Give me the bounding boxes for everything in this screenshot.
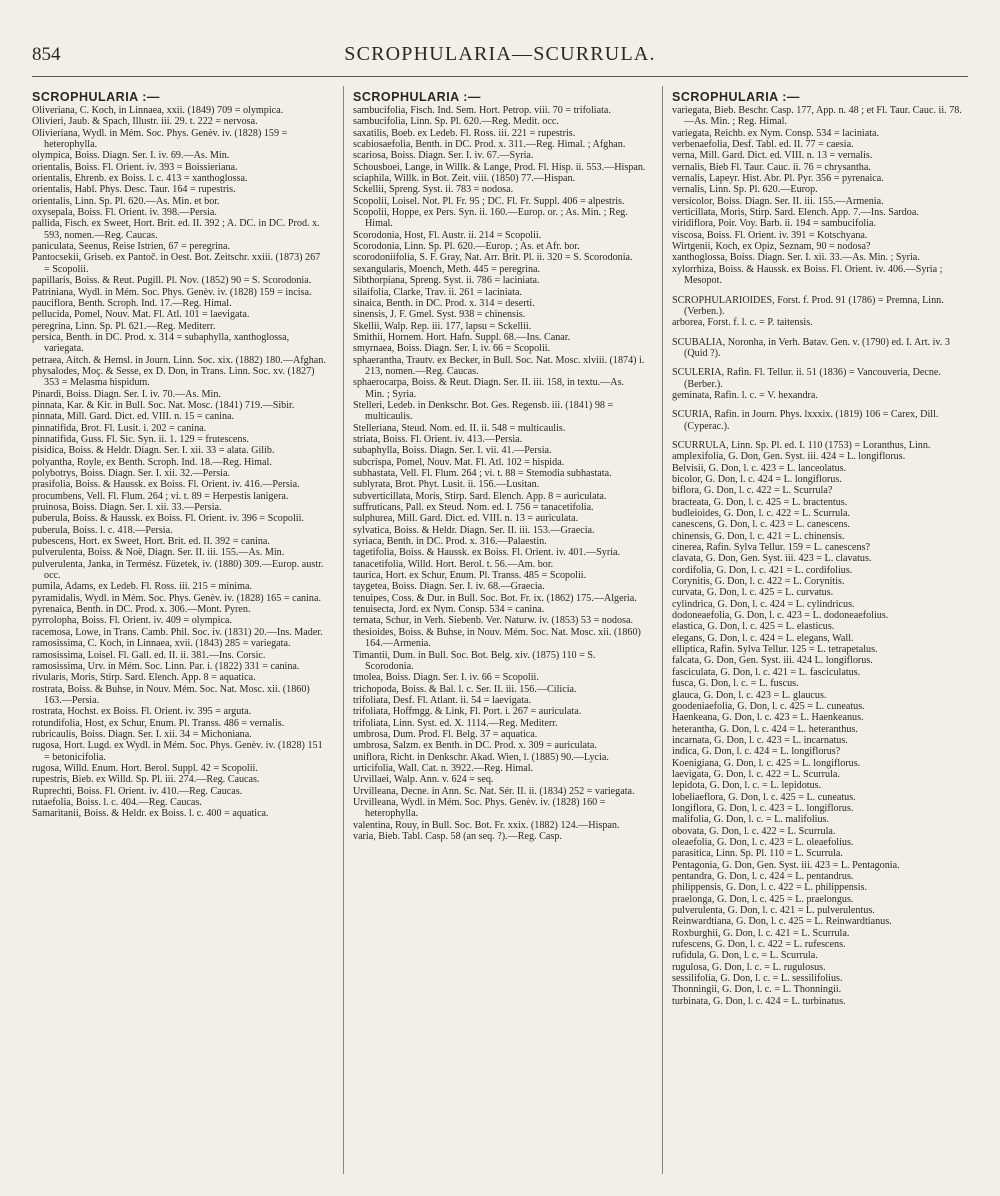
index-entry: pinnata, Kar. & Kir. in Bull. Soc. Nat. Mosc. (1841) 719.—Sibir. [32,399,295,411]
index-entry: ramosissima, Loisel. Fl. Gall. ed. II. ii. 381.—Ins. Corsic. [32,649,266,661]
index-entry: rugosa, Willd. Enum. Hort. Berol. Suppl. 42 = Scopolii. [32,762,258,774]
index-entry: cordifolia, G. Don, l. c. 421 = L. cordifolius. [672,564,853,576]
index-entry: elegans, G. Don, l. c. 424 = L. elegans, Wall. [672,632,854,644]
index-entry: orientalis, Boiss. Fl. Orient. iv. 393 = Boissieriana. [32,161,238,173]
index-entry: pyrrolopha, Boiss. Fl. Orient. iv. 409 = olympica. [32,615,232,627]
index-entry: Skellii, Walp. Rep. iii. 177, lapsu = Sckellii. [353,320,532,332]
index-entry: canescens, G. Don, l. c. 423 = L. canescens. [672,519,851,531]
index-entry: rupestris, Bieb. ex Willd. Sp. Pl. iii. 274.—Reg. Caucas. [32,774,260,786]
index-entry: clavata, G. Don, Gen. Syst. iii. 423 = L. clavatus. [672,553,872,565]
index-entry: Urvillaei, Walp. Ann. v. 624 = seq. [353,774,494,786]
index-entry: Belvisii, G. Don, l. c. 423 = L. lanceolatus. [672,462,847,474]
index-entry: verbenaefolia, Desf. Tabl. ed. II. 77 = caesia. [672,139,854,151]
index-entry: pulverulenta, Boiss. & Noë, Diagn. Ser. II. iii. 155.—As. Min. [32,547,285,559]
index-entry: taygetea, Boiss. Diagn. Ser. I. iv. 68.—Graecia. [353,581,545,593]
index-entry: pisidica, Boiss. & Heldr. Diagn. Ser. I. xii. 33 = alata. Gilib. [32,445,275,457]
index-entry: incarnata, G. Don, l. c. 423 = L. incarnatus. [672,734,848,746]
index-entry: turbinata, G. Don, l. c. 424 = L. turbinatus. [672,995,846,1007]
index-entry: SCUBALIA, Noronha, in Verh. Batav. Gen. v. (1790) ed. I. Art. iv. 3 (Quid ?). [672,336,950,359]
header-rule [32,76,968,77]
index-entry: falcata, G. Don, Gen. Syst. iii. 424 L. longiflorus. [672,655,873,667]
index-entry: Pantocsekii, Griseb. ex Pantoč. in Oest. Bot. Zeitschr. xxiii. (1873) 267 = Scopolii. [32,252,321,275]
index-entry: rostrata, Boiss. & Buhse, in Nouv. Mém. Soc. Nat. Mosc. xii. (1860) 163.—Persia. [32,683,310,706]
column-heading: SCROPHULARIA :— [32,90,160,104]
index-entry: dodoneaefolia, G. Don, l. c. 423 = L. dodoneaefolius. [672,610,889,622]
index-entry: pallida, Fisch. ex Sweet, Hort. Brit. ed. II. 392 ; A. DC. in DC. Prod. x. 593, nomen.—Reg. Caucas. [32,218,320,241]
index-entry: xylorrhiza, Boiss. & Haussk. ex Boiss. Fl. Orient. iv. 406.—Syria ; Mesopot. [672,263,943,287]
index-entry: tmolea, Boiss. Diagn. Ser. I. iv. 66 = Scopolii. [353,672,539,684]
index-entry: pinnatifida, Brot. Fl. Lusit. i. 202 = canina. [32,422,207,434]
index-entry: Scopolii, Hoppe, ex Pers. Syn. ii. 160.—Europ. or. ; As. Min. ; Reg. Himal. [353,207,628,230]
index-entry: rivularis, Moris, Stirp. Sard. Elench. App. 8 = aquatica. [32,672,256,684]
index-entry: rufescens, G. Don, l. c. 422 = L. rufescens. [672,939,846,951]
index-entry: Patriniana, Wydl. in Mém. Soc. Phys. Genèv. iv. (1828) 159 = incisa. [32,286,312,298]
index-entry: heterantha, G. Don, l. c. 424 = L. heteranthus. [672,723,858,735]
index-entry: parasitica, Linn. Sp. Pl. 110 = L. Scurrula. [672,848,843,860]
index-entry: SCURRULA, Linn. Sp. Pl. ed. I. 110 (1753) = Loranthus, Linn. [672,439,931,451]
index-entry: Urvilleana, Decne. in Ann. Sc. Nat. Sér. II. ii. (1834) 252 = variegata. [353,785,635,797]
index-entry: sexangularis, Moench, Meth. 445 = peregrina. [353,263,541,275]
index-entry: Smithii, Hornem. Hort. Hafn. Suppl. 68.—Ins. Canar. [353,331,571,343]
index-entry: Wirtgenii, Koch, ex Opiz, Seznam, 90 = nodosa? [672,241,871,253]
index-entry: sambucifolia, Linn. Sp. Pl. 620.—Reg. Medit. occ. [353,116,559,128]
index-entry: elliptica, Rafin. Sylva Tellur. 125 = L. tetrapetalus. [672,644,878,656]
column-1 [32,84,328,1174]
index-entry: indica, G. Don, l. c. 424 = L. longiflorus? [672,746,841,758]
index-entry: sinensis, J. F. Gmel. Syst. 938 = chinensis. [353,309,526,321]
index-entry: Timantii, Dum. in Bull. Soc. Bot. Belg. xiv. (1875) 110 = S. Scorodonia. [353,649,596,672]
index-entry: petraea, Aitch. & Hemsl. in Journ. Linn. Soc. xix. (1882) 180.—Afghan. [32,354,326,366]
index-entry: sciaphila, Willk. in Bot. Zeit. viii. (1850) 77.—Hispan. [353,173,576,185]
index-entry: elastica, G. Don, l. c. 425 = L. elasticus. [672,621,835,633]
index-entry: vernalis, Linn. Sp. Pl. 620.—Europ. [672,184,818,196]
index-entry: rufidula, G. Don, l. c. = L. Scurrula. [672,950,818,962]
index-entry: puberula, Boiss. l. c. 418.—Persia. [32,524,173,536]
index-entry: philippensis, G. Don, l. c. 422 = L. philippensis. [672,882,867,894]
index-entry: trifoliata, Desf. Fl. Atlant. ii. 54 = laevigata. [353,694,532,706]
index-entry: Urvilleana, Wydl. in Mém. Soc. Phys. Genèv. iv. (1828) 160 = heterophylla. [353,796,606,820]
index-entry: variegata, Reichb. ex Nym. Consp. 534 = laciniata. [672,127,880,139]
index-entry: Roxburghii, G. Don, l. c. 421 = L. Scurrula. [672,927,850,939]
index-entry: Pinardi, Boiss. Diagn. Ser. I. iv. 70.—As. Min. [32,388,221,400]
index-entry: sambucifolia, Fisch. Ind. Sem. Hort. Petrop. viii. 70 = trifoliata. [353,105,611,116]
index-entry: pulverulenta, G. Don, l. c. 421 = L. pulverulentus. [672,905,875,917]
index-entry: sulphurea, Mill. Gard. Dict. ed. VIII. n. 13 = auriculata. [353,513,579,525]
index-entry: cylindrica, G. Don, l. c. 424 = L. cylindricus. [672,598,855,610]
index-entry: valentina, Rouy, in Bull. Soc. Bot. Fr. xxix. (1882) 124.—Hispan. [353,819,620,831]
index-entry: silaifolia, Clarke, Trav. ii. 261 = laciniata. [353,286,522,298]
index-entry: bicolor, G. Don, l. c. 424 = L. longiflorus. [672,473,842,485]
index-entry: pumila, Adams, ex Ledeb. Fl. Ross. iii. 215 = minima. [32,581,253,593]
index-entry: bracteata, G. Don, l. c. 425 = L. bractentus. [672,496,848,508]
index-entry: orientalis, Linn. Sp. Pl. 620.—As. Min. et bor. [32,195,220,207]
index-entry: Schousboei, Lange, in Willk. & Lange, Prod. Fl. Hisp. ii. 553.—Hispan. [353,161,646,173]
index-entry: umbrosa, Dum. Prod. Fl. Belg. 37 = aquatica. [353,728,538,740]
index-entry: urticifolia, Wall. Cat. n. 3922.—Reg. Himal. [353,762,534,774]
index-entry: puberula, Boiss. & Haussk. ex Boiss. Fl. Orient. iv. 396 = Scopolii. [32,513,304,525]
index-entry: striata, Boiss. Fl. Orient. iv. 413.—Persia. [353,433,523,445]
running-title: SCROPHULARIA—SCURRULA. [344,43,656,65]
index-entry: Samaritanii, Boiss. & Heldr. ex Boiss. l. c. 400 = aquatica. [32,808,269,820]
index-entry: scorodoniifolia, S. F. Gray, Nat. Arr. Brit. Pl. ii. 320 = S. Scorodonia. [353,252,633,264]
index-entry: Sckellii, Spreng. Syst. ii. 783 = nodosa. [353,184,514,196]
index-entry: peregrina, Linn. Sp. Pl. 621.—Reg. Mediterr. [32,320,216,332]
index-entry: xanthoglossa, Boiss. Diagn. Ser. I. xii. 33.—As. Min. ; Syria. [672,252,920,264]
index-entry: biflora, G. Don, l. c. 422 = L. Scurrula? [672,485,833,497]
index-entry: amplexifolia, G. Don, Gen. Syst. iii. 424 = L. longiflorus. [672,451,906,463]
index-entry: Stelleri, Ledeb. in Denkschr. Bot. Ges. Regensb. iii. (1841) 98 = multicaulis. [353,399,614,423]
column-heading: SCROPHULARIA :— [353,90,481,104]
index-entry: procumbens, Vell. Fl. Flum. 264 ; vi. t. 89 = Herpestis lanigera. [32,490,289,502]
index-entry: Scorodonia, Host, Fl. Austr. ii. 214 = Scopolii. [353,229,542,241]
index-entry: SCULERIA, Rafin. Fl. Tellur. ii. 51 (1836) = Vancouveria, Decne. (Berber.). [672,367,941,390]
index-entry: paniculata, Seenus, Reise Istrien, 67 = peregrina. [32,241,231,253]
index-entry: cinerea, Rafin. Sylva Tellur. 159 = L. canescens? [672,542,870,554]
index-entry: trifoliata, Hoffmgg. & Link, Fl. Port. i. 267 = auriculata. [353,706,582,718]
index-entry: pinnata, Mill. Gard. Dict. ed. VIII. n. 15 = canina. [32,411,235,423]
index-entry: Pentagonia, G. Don, Gen. Syst. iii. 423 = L. Pentagonia. [672,859,900,871]
index-entry: pyrenaica, Benth. in DC. Prod. x. 306.—Mont. Pyren. [32,604,251,616]
index-entry: pulverulenta, Janka, in Termész. Füzetek, iv. (1880) 309.—Europ. austr. occ. [32,558,324,582]
index-entry: sinaica, Benth. in DC. Prod. x. 314 = deserti. [353,297,535,309]
index-entry: tanacetifolia, Willd. Hort. Berol. t. 56.—Am. bor. [353,558,554,570]
index-entry: rostrata, Hochst. ex Boiss. Fl. Orient. iv. 395 = arguta. [32,706,252,718]
column-heading: SCROPHULARIA :— [672,90,800,104]
index-entry: Stelleriana, Steud. Nom. ed. II. ii. 548 = multicaulis. [353,422,566,434]
index-entry: Olivieri, Jaub. & Spach, Illustr. iii. 29. t. 222 = nervosa. [32,116,258,128]
index-entry: uniflora, Richt. in Denkschr. Akad. Wien, l. (1885) 90.—Lycia. [353,751,609,763]
page-number: 854 [32,44,61,65]
index-entry: fasciculata, G. Don, l. c. 421 = L. fasciculatus. [672,666,861,678]
column-2 [353,84,646,1174]
index-entry: Scopolii, Loisel. Not. Pl. Fr. 95 ; DC. Fl. Fr. Suppl. 406 = alpestris. [353,195,625,207]
index-entry: rubricaulis, Boiss. Diagn. Ser. I. xii. 34 = Michoniana. [32,728,252,740]
index-entry: Reinwardtiana, G. Don, l. c. 425 = L. Reinwardtianus. [672,916,892,928]
index-entry: fusca, G. Don, l. c. = L. fuscus. [672,678,799,690]
index-entry: arborea, Forst. f. l. c. = P. taitensis. [672,317,813,329]
index-entry: papillaris, Boiss. & Reut. Pugill. Pl. Nov. (1852) 90 = S. Scorodonia. [32,275,312,287]
index-entry: Scorodonia, Linn. Sp. Pl. 620.—Europ. ; As. et Afr. bor. [353,241,580,253]
index-entry: racemosa, Lowe, in Trans. Camb. Phil. Soc. iv. (1831) 20.—Ins. Mader. [32,626,323,638]
index-entry: prasifolia, Boiss. & Haussk. ex Boiss. Fl. Orient. iv. 416.—Persia. [32,479,300,491]
index-entry: pubescens, Hort. ex Sweet, Hort. Brit. ed. II. 392 = canina. [32,536,270,548]
index-entry: varia, Bieb. Tabl. Casp. 58 (an seq. ?).—Reg. Casp. [353,831,562,842]
index-entry: smyrnaea, Boiss. Diagn. Ser. I. iv. 66 = Scopolii. [353,343,551,355]
index-entry: oleaefolia, G. Don, l. c. 423 = L. oleaefolius. [672,836,854,848]
page-header [32,38,968,78]
index-entry: subcrispa, Pomel, Nouv. Mat. Fl. Atl. 102 = hispida. [353,456,565,468]
index-entry: Corynitis, G. Don, l. c. 422 = L. Corynitis. [672,576,845,588]
index-entry: pauciflora, Benth. Scroph. Ind. 17.—Reg. Himal. [32,297,232,309]
index-entry: ramosissima, C. Koch, in Linnaea, xvii. (1843) 285 = variegata. [32,638,291,650]
index-entry: scariosa, Boiss. Diagn. Ser. I. iv. 67.—Syria. [353,150,534,162]
index-entry: viscosa, Boiss. Fl. Orient. iv. 391 = Kotschyana. [672,229,868,241]
index-entry: curvata, G. Don, l. c. 425 = L. curvatus. [672,587,834,599]
index-entry: Koenigiana, G. Don, l. c. 425 = L. longiflorus. [672,757,861,769]
index-entry: oxysepala, Boiss. Fl. Orient. iv. 398.—Persia. [32,207,217,219]
index-entry: olympica, Boiss. Diagn. Ser. I. iv. 69.—As. Min. [32,150,230,162]
index-entry: pinnatifida, Guss. Fl. Sic. Syn. ii. 1. 129 = frutescens. [32,433,249,445]
index-entry: glauca, G. Don, l. c. 423 = L. glaucus. [672,689,827,701]
index-entry: tenuipes, Coss. & Dur. in Bull. Soc. Bot. Fr. ix. (1862) 175.—Algeria. [353,592,637,604]
index-entry: pentandra, G. Don, l. c. 424 = L. pentandrus. [672,871,854,882]
index-entry: SCURIA, Rafin. in Journ. Phys. lxxxix. (1819) 106 = Carex, Dill. (Cyperac.). [672,409,939,432]
index-entry: taurica, Hort. ex Schur, Enum. Pl. Transs. 485 = Scopolii. [353,570,587,582]
index-entry: scabiosaefolia, Benth. in DC. Prod. x. 311.—Reg. Himal. ; Afghan. [353,139,626,151]
index-entry: rotundifolia, Host, ex Schur, Enum. Pl. Transs. 486 = vernalis. [32,717,285,729]
index-entry: syriaca, Benth. in DC. Prod. x. 316.—Palaestin. [353,536,547,548]
index-entry: persica, Benth. in DC. Prod. x. 314 = subaphylla, xanthoglossa, variegata. [32,331,290,355]
index-entry: sylvatica, Boiss. & Heldr. Diagn. Ser. II. iii. 153.—Graecia. [353,524,595,536]
index-entry: subverticillata, Moris, Stirp. Sard. Elench. App. 8 = auriculata. [353,490,607,502]
column-3 [672,84,968,1174]
index-entry: SCROPHULARIOIDES, Forst. f. Prod. 91 (1786) = Premna, Linn. (Verben.). [672,294,944,317]
index-entry: saxatilis, Boeb. ex Ledeb. Fl. Ross. iii. 221 = rupestris. [353,127,576,139]
index-entry: praelonga, G. Don, l. c. 425 = L. praelongus. [672,893,854,905]
index-entry: sphaerocarpa, Boiss. & Reut. Diagn. Ser. II. iii. 158, in textu.—As. Min. ; Syria. [353,377,625,400]
index-entry: lobeliaeflora, G. Don, l. c. 425 = L. cuneatus. [672,791,856,803]
index-entry: polyantha, Royle, ex Benth. Scroph. Ind. 18.—Reg. Himal. [32,456,272,468]
index-entry: subaphylla, Boiss. Diagn. Ser. I. vii. 41.—Persia. [353,445,552,457]
index-entry: vernalis, Lapeyr. Hist. Abr. Pl. Pyr. 356 = pyrenaica. [672,173,884,185]
index-entry: rugulosa, G. Don, l. c. = L. rugulosus. [672,961,826,973]
index-entry: pellucida, Pomel, Nouv. Mat. Fl. Atl. 101 = laevigata. [32,309,250,321]
index-entry: orientalis, Habl. Phys. Desc. Taur. 164 = rupestris. [32,184,236,196]
index-entry: pyramidalis, Wydl. in Mém. Soc. Phys. Genèv. iv. (1828) 165 = canina. [32,592,322,604]
index-entry: verticillata, Moris, Stirp. Sard. Elench. App. 7.—Ins. Sardoa. [672,207,919,219]
columns-container [32,84,968,1174]
index-entry: umbrosa, Salzm. ex Benth. in DC. Prod. x. 309 = auriculata. [353,740,597,752]
index-entry: tenuisecta, Jord. ex Nym. Consp. 534 = canina. [353,604,545,616]
index-entry: trichopoda, Boiss. & Bal. l. c. Ser. II. iii. 156.—Cilicia. [353,683,577,695]
index-entry: versicolor, Boiss. Diagn. Ser. II. iii. 155.—Armenia. [672,195,884,207]
index-entry: orientalis, Ehrenb. ex Boiss. l. c. 413 = xanthoglossa. [32,173,248,185]
index-entry: sphaerantha, Trautv. ex Becker, in Bull. Soc. Nat. Mosc. xlviii. (1874) i. 213, nomen.—Reg. Caucas. [353,354,645,377]
index-entry: malifolia, G. Don, l. c. = L. malifolius. [672,814,829,826]
index-entry: sublyrata, Brot. Phyt. Lusit. ii. 156.—Lusitan. [353,479,540,491]
index-entry: goodeniaefolia, G. Don, l. c. 425 = L. cuneatus. [672,700,865,712]
index-entry: geminata, Rafin. l. c. = V. hexandra. [672,389,818,401]
index-entry: obovata, G. Don, l. c. 422 = L. Scurrula. [672,825,836,837]
index-entry: polybotrys, Boiss. Diagn. Ser. I. xii. 32.—Persia. [32,468,230,479]
index-entry: laevigata, G. Don, l. c. 422 = L. Scurrula. [672,768,840,780]
index-entry: Haenkeana, G. Don, l. c. 423 = L. Haenkeanus. [672,712,864,724]
index-entry: ternata, Schur, in Verh. Siebenb. Ver. Naturw. iv. (1853) 53 = nodosa. [353,615,634,627]
index-entry: pruinosa, Boiss. Diagn. Ser. I. xii. 33.—Persia. [32,502,222,514]
index-entry: rugosa, Hort. Lugd. ex Wydl. in Mém. Soc. Phys. Genèv. iv. (1828) 151 = betonicifolia. [32,740,323,763]
index-entry: Ruprechti, Boiss. Fl. Orient. iv. 410.—Reg. Caucas. [32,785,243,797]
index-entry: rutaefolia, Boiss. l. c. 404.—Reg. Caucas. [32,796,202,808]
index-entry: thesioides, Boiss. & Buhse, in Nouv. Mém. Soc. Nat. Mosc. xii. (1860) 164.—Armenia. [353,626,641,650]
index-entry: viridiflora, Poir. Voy. Barb. ii. 194 = sambucifolia. [672,218,877,230]
index-entry: tagetifolia, Boiss. & Haussk. ex Boiss. Fl. Orient. iv. 401.—Syria. [353,547,621,559]
index-entry: variegata, Bieb. Beschr. Casp. 177, App. n. 48 ; et Fl. Taur. Cauc. ii. 78.—As. Min. ; Reg. Himal. [672,105,962,128]
index-entry: subhastata, Vell. Fl. Flum. 264 ; vi. t. 88 = Stemodia subhastata. [353,468,612,479]
index-entry: Olivieriana, Wydl. in Mém. Soc. Phys. Genèv. iv. (1828) 159 = heterophylla. [32,127,288,151]
index-entry: Thonningii, G. Don, l. c. = L. Thonningii. [672,984,842,996]
index-entry: Oliveriana, C. Koch, in Linnaea, xxii. (1849) 709 = olympica. [32,105,284,116]
index-entry: trifoliata, Linn. Syst. ed. X. 1114.—Reg. Mediterr. [353,717,558,729]
index-entry: suffruticans, Pall. ex Steud. Nom. ed. I. 756 = tanacetifolia. [353,502,594,514]
index-entry: vernalis, Bieb Fl. Taur. Cauc. ii. 76 = chrysantha. [672,161,871,173]
index-entry: sessilifolia, G. Don, l. c. = L. sessilifolius. [672,973,843,985]
index-entry: budleioides, G. Don, l. c. 422 = L. Scurrula. [672,508,851,519]
index-entry: ramosissima, Urv. in Mém. Soc. Linn. Par. i. (1822) 331 = canina. [32,660,300,672]
index-entry: physalodes, Moç. & Sesse, ex D. Don, in Trans. Linn. Soc. xv. (1827) 353 = Melasma hispidum. [32,365,315,389]
index-entry: Sibthorpiana, Spreng. Syst. ii. 786 = laciniata. [353,275,540,287]
index-entry: lepidota, G. Don, l. c. = L. lepidotus. [672,780,822,792]
index-entry: longiflora, G. Don, l. c. 423 = L. longiflorus. [672,802,854,814]
index-entry: verna, Mill. Gard. Dict. ed. VIII. n. 13 = vernalis. [672,150,873,162]
index-entry: chinensis, G. Don, l. c. 421 = L. chinensis. [672,530,845,542]
